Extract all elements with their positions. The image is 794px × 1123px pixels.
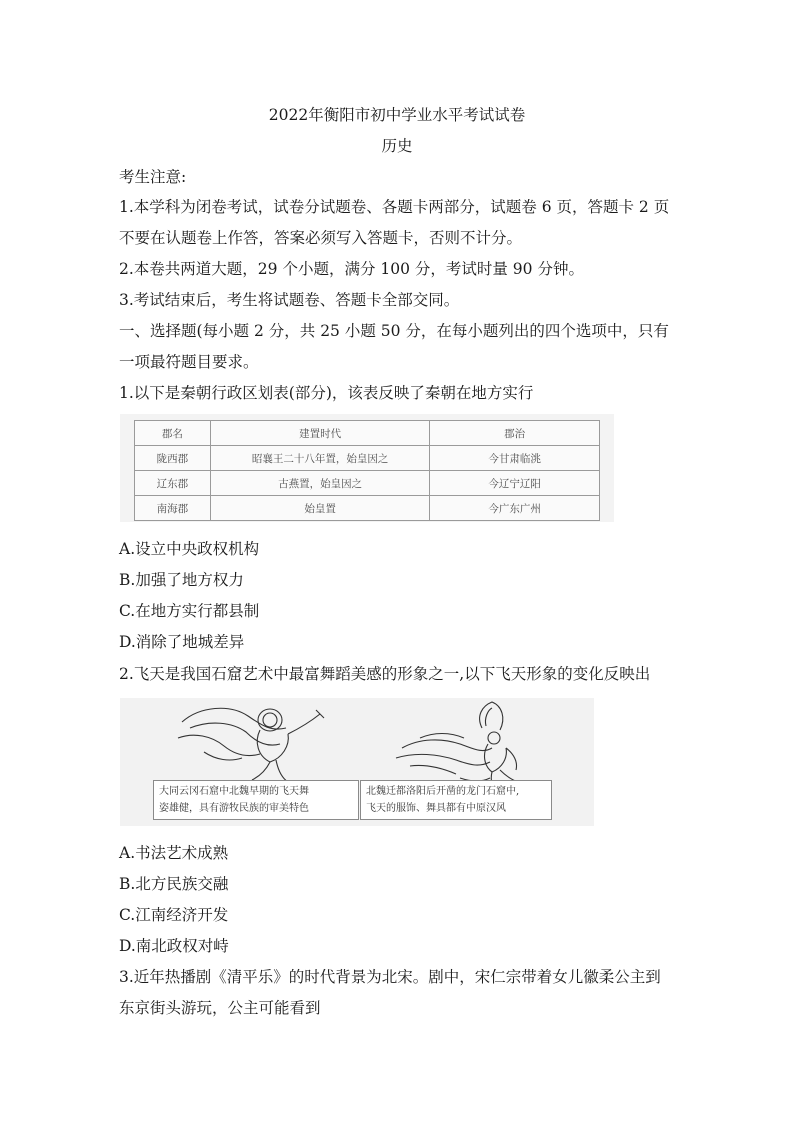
q3-stem: 3.近年热播剧《清平乐》的时代背景为北宋。剧中，宋仁宗带着女儿徽柔公主到: [119, 968, 661, 986]
notice-heading: 考生注意:: [119, 168, 187, 186]
section-heading: 一、选择题(每小题 2 分，共 25 小题 50 分，在每小题列出的四个选项中，只有: [119, 322, 669, 340]
table-cell: 今广东广州: [430, 496, 600, 521]
q2-feitian-image: [120, 698, 594, 826]
q2-stem: 2.飞天是我国石窟艺术中最富舞蹈美感的形象之一,以下飞天形象的变化反映出: [119, 665, 651, 683]
q1-option-c: C.在地方实行都县制: [119, 602, 260, 620]
notice-line: 3.考试结束后，考生将试题卷、答题卡全部交同。: [119, 291, 460, 309]
q1-option-d: D.消除了地城差异: [119, 633, 245, 651]
exam-subject: 历史: [381, 137, 413, 155]
caption-box-left: [153, 780, 359, 820]
caption-line: 北魏迁都洛阳后开凿的龙门石窟中,: [366, 786, 520, 797]
table-cell: 始皇置: [210, 496, 430, 521]
section-heading-cont: 一项最符题目要求。: [119, 353, 259, 371]
q3-stem-cont: 东京街头游玩，公主可能看到: [119, 999, 321, 1017]
table-row: [135, 446, 600, 471]
table-row: [135, 496, 600, 521]
notice-line: 2.本卷共两道大题，29 个小题，满分 100 分，考试时量 90 分钟。: [119, 260, 584, 278]
q1-option-a: A.设立中央政权机构: [119, 540, 260, 558]
table-header-cell: 郡名: [135, 421, 211, 446]
table-cell: 今甘肃临洮: [430, 446, 600, 471]
q1-table-image: [120, 414, 614, 522]
q2-option-c: C.江南经济开发: [119, 906, 229, 924]
table-header-row: [135, 421, 600, 446]
caption-line: 大同云冈石窟中北魏早期的飞天舞: [159, 786, 309, 797]
table-row: [135, 471, 600, 496]
q2-option-b: B.北方民族交融: [119, 875, 229, 893]
q1-option-b: B.加强了地方权力: [119, 571, 244, 589]
table-cell: 辽东郡: [135, 471, 211, 496]
table-cell: 今辽宁辽阳: [430, 471, 600, 496]
table-header-cell: 建置时代: [210, 421, 430, 446]
table-cell: 陇西郡: [135, 446, 211, 471]
exam-title: 2022年衡阳市初中学业水平考试试卷: [268, 106, 526, 124]
q1-stem: 1.以下是秦朝行政区划表(部分)，该表反映了秦朝在地方实行: [119, 384, 534, 402]
table-header-cell: 郡治: [430, 421, 600, 446]
q1-table: [134, 420, 600, 521]
caption-line: 姿雄健，具有游牧民族的审美特色: [159, 803, 309, 814]
q2-option-d: D.南北政权对峙: [119, 937, 229, 955]
notice-line: 不要在认题卷上作答，答案必须写入答题卡，否则不计分。: [119, 229, 523, 247]
table-cell: 古燕置，始皇因之: [210, 471, 430, 496]
table-cell: 昭襄王二十八年置，始皇因之: [210, 446, 430, 471]
caption-line: 飞天的服饰、舞具都有中原汉风: [366, 803, 506, 814]
q2-option-a: A.书法艺术成熟: [119, 844, 229, 862]
notice-line: 1.本学科为闭卷考试，试卷分试题卷、各题卡两部分，试题卷 6 页，答题卡 2 页: [119, 198, 670, 216]
caption-box-right: [360, 780, 552, 820]
table-cell: 南海郡: [135, 496, 211, 521]
